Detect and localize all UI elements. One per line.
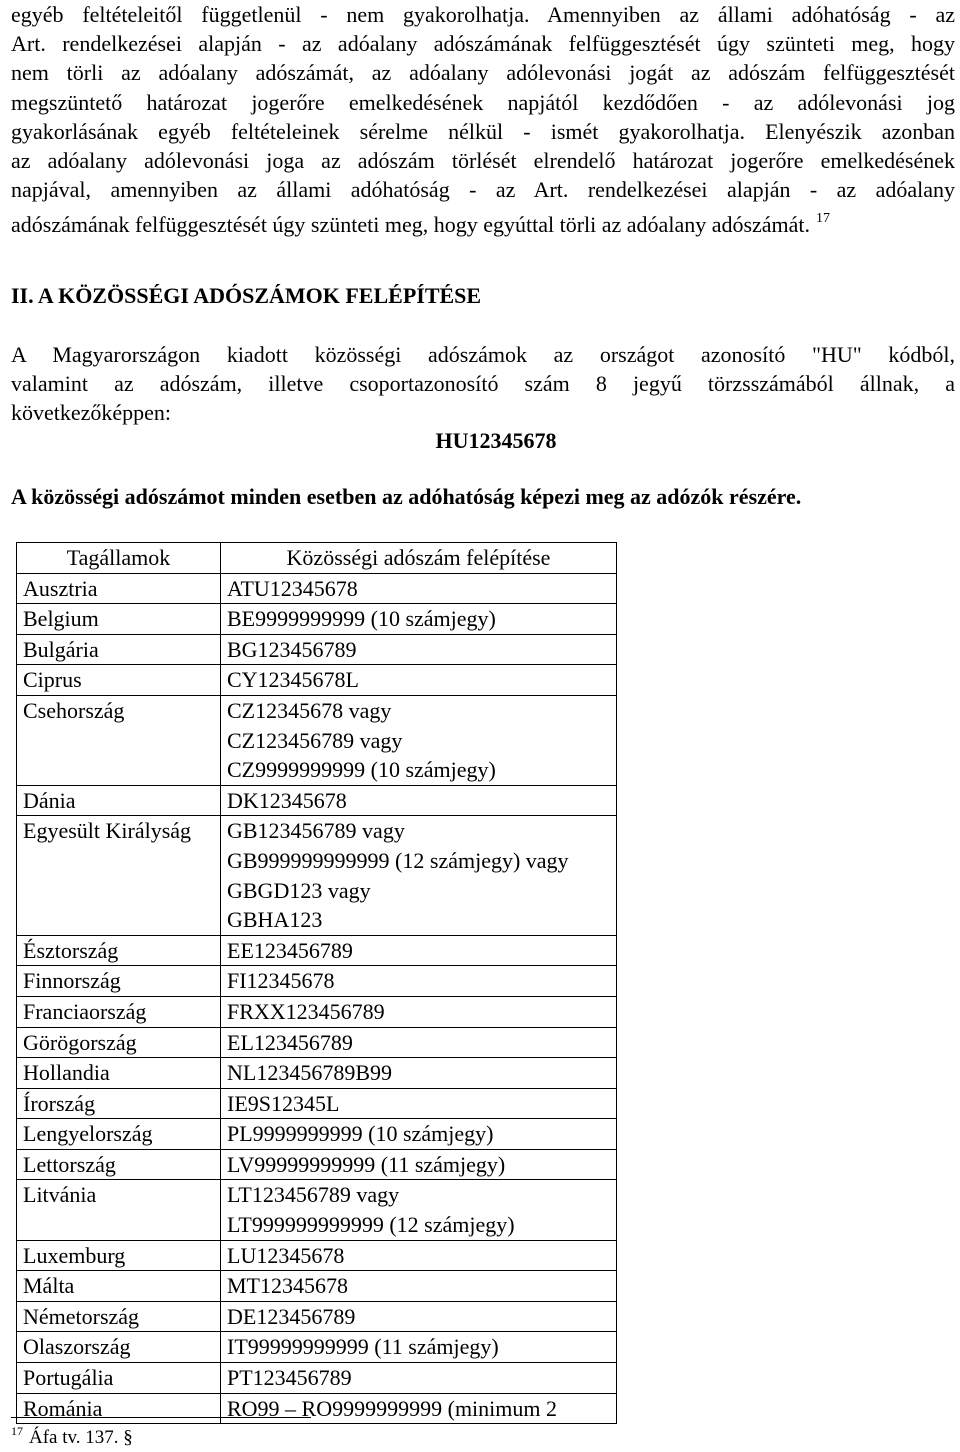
format-cell: [221, 935, 617, 966]
intro-line: megszüntető határozat jogerőre emelkedésének napjától kezdődően - az adólevonási jog: [11, 89, 955, 115]
table-row: [17, 1240, 617, 1271]
format-line: ATU12345678: [227, 575, 358, 601]
table-row: [17, 966, 617, 997]
table-row: [17, 785, 617, 816]
footnote-reference[interactable]: 17: [816, 211, 831, 227]
country-cell: Bulgária: [17, 634, 221, 665]
country-cell: Görögország: [17, 1027, 221, 1058]
format-cell: [221, 816, 617, 935]
table-row: [17, 996, 617, 1027]
format-cell: [221, 1180, 617, 1240]
country-cell: Olaszország: [17, 1332, 221, 1363]
format-line: CY12345678L: [227, 667, 359, 693]
member-state-table: [16, 542, 617, 1424]
format-line: NL123456789B99: [227, 1060, 392, 1086]
country-cell: Németország: [17, 1301, 221, 1332]
format-line: RO99 – RO9999999999 (minimum 2: [227, 1395, 558, 1421]
table-row: [17, 1088, 617, 1119]
country-cell: Finnország: [17, 966, 221, 997]
format-cell: [221, 1088, 617, 1119]
intro-line: egyéb feltételeitől függetlenül - nem gyakorolhatja. Amennyiben az állami adóhatóság - az: [11, 2, 955, 27]
format-line: LT999999999999 (12 számjegy): [227, 1212, 515, 1238]
format-line: CZ12345678 vagy: [227, 697, 392, 723]
intro-line-text: adószámának felfüggesztését úgy szünteti meg, hogy egyúttal törli az adóalany adószámát.: [11, 212, 811, 238]
table-row: [17, 665, 617, 696]
table-row: [17, 1363, 617, 1394]
paragraph-line: következőképpen:: [11, 400, 172, 425]
format-line: MT12345678: [227, 1273, 348, 1299]
table-row: [17, 1301, 617, 1332]
format-cell: [221, 573, 617, 604]
format-line: LU12345678: [227, 1242, 345, 1268]
format-line: GB999999999999 (12 számjegy) vagy: [227, 847, 569, 873]
format-cell: [221, 966, 617, 997]
format-cell: [221, 634, 617, 665]
table-row: [17, 634, 617, 665]
header-member-states: Tagállamok: [17, 543, 221, 574]
country-cell: Románia: [17, 1393, 221, 1424]
format-line: LV99999999999 (11 számjegy): [227, 1151, 506, 1177]
country-cell: Málta: [17, 1271, 221, 1302]
header-vat-structure: Közösségi adószám felépítése: [221, 543, 617, 574]
format-line: PT123456789: [227, 1365, 352, 1391]
footnote-divider: [11, 1417, 311, 1418]
intro-paragraph: [11, 0, 955, 238]
format-line: IE9S12345L: [227, 1090, 340, 1116]
table-row: [17, 1332, 617, 1363]
country-cell: Belgium: [17, 604, 221, 635]
country-cell: Írország: [17, 1088, 221, 1119]
table-row: [17, 1058, 617, 1089]
paragraph-line: valamint az adószám, illetve csoportazonosító szám 8 jegyű törzsszámából állnak, a: [11, 371, 955, 396]
format-cell: [221, 1240, 617, 1271]
intro-line-last: [11, 204, 955, 238]
format-cell: [221, 1271, 617, 1302]
table-row: [17, 1149, 617, 1180]
format-line: EE123456789: [227, 937, 353, 963]
table-body: [17, 573, 617, 1424]
country-cell: Dánia: [17, 785, 221, 816]
country-cell: Portugália: [17, 1363, 221, 1394]
format-line: LT123456789 vagy: [227, 1182, 400, 1208]
format-cell: [221, 1363, 617, 1394]
format-line: BG123456789: [227, 636, 357, 662]
format-line: EL123456789: [227, 1029, 353, 1055]
format-cell: [221, 785, 617, 816]
country-cell: Litvánia: [17, 1180, 221, 1240]
table-row: [17, 1180, 617, 1240]
paragraph-line: A Magyarországon kiadott közösségi adószámok az országot azonosító "HU" kódból,: [11, 342, 955, 367]
intro-line: napjával, amennyiben az állami adóhatóság - az Art. rendelkezései alapján - az adóalany: [11, 177, 955, 203]
intro-line: gyakorlásának egyéb feltételeinek sérelme nélkül - ismét gyakorolhatja. Elenyészik azonban: [11, 118, 955, 144]
intro-line: Art. rendelkezései alapján - az adóalany adószámának felfüggesztését úgy szünteti meg, hogy: [11, 31, 955, 57]
example-code: HU12345678: [435, 428, 557, 453]
format-line: BE9999999999 (10 számjegy): [227, 606, 496, 632]
format-line: FI12345678: [227, 968, 335, 994]
table-row: [17, 1119, 617, 1150]
format-line: IT99999999999 (11 számjegy): [227, 1334, 499, 1360]
format-cell: [221, 1058, 617, 1089]
country-cell: Hollandia: [17, 1058, 221, 1089]
country-cell: Luxemburg: [17, 1240, 221, 1271]
format-cell: [221, 996, 617, 1027]
table-row: [17, 1393, 617, 1424]
table-row: [17, 695, 617, 785]
format-line: GBHA123: [227, 907, 323, 933]
table-row: [17, 604, 617, 635]
format-cell: [221, 1393, 617, 1424]
intro-line: az adóalany adólevonási joga az adószám törlését elrendelő határozat jogerőre emelkedésének: [11, 147, 955, 173]
format-line: CZ9999999999 (10 számjegy): [227, 757, 496, 783]
document-page: [11, 0, 955, 1421]
format-cell: [221, 1332, 617, 1363]
format-cell: [221, 604, 617, 635]
section-title: II. A KÖZÖSSÉGI ADÓSZÁMOK FELÉPÍTÉSE: [11, 283, 482, 308]
format-line: DK12345678: [227, 787, 347, 813]
footnote-text: Áfa tv. 137. §: [29, 1427, 133, 1448]
table-row: [17, 1027, 617, 1058]
format-cell: [221, 1027, 617, 1058]
country-cell: Franciaország: [17, 996, 221, 1027]
bold-statement: A közösségi adószámot minden esetben az adóhatóság képezi meg az adózók részére.: [11, 484, 802, 509]
format-line: FRXX123456789: [227, 998, 385, 1024]
table-header-row: [17, 543, 617, 574]
country-cell: Egyesült Királyság: [17, 816, 221, 935]
table-row: [17, 935, 617, 966]
intro-line: nem törli az adóalany adószámát, az adóalany adólevonási jogát az adószám felfüggesztését: [11, 60, 955, 86]
country-cell: Ciprus: [17, 665, 221, 696]
country-cell: Ausztria: [17, 573, 221, 604]
table-row: [17, 816, 617, 935]
table-row: [17, 573, 617, 604]
format-cell: [221, 1301, 617, 1332]
format-cell: [221, 695, 617, 785]
format-line: GBGD123 vagy: [227, 877, 371, 903]
format-cell: [221, 665, 617, 696]
country-cell: Csehország: [17, 695, 221, 785]
format-line: CZ123456789 vagy: [227, 727, 403, 753]
format-line: GB123456789 vagy: [227, 818, 405, 844]
country-cell: Lengyelország: [17, 1119, 221, 1150]
hu-format-paragraph: [11, 340, 955, 427]
country-cell: Lettország: [17, 1149, 221, 1180]
footnote: [11, 1424, 133, 1449]
format-line: DE123456789: [227, 1303, 356, 1329]
format-cell: [221, 1149, 617, 1180]
format-line: PL9999999999 (10 számjegy): [227, 1121, 494, 1147]
format-cell: [221, 1119, 617, 1150]
footnote-number: 17: [11, 1424, 23, 1438]
country-cell: Észtország: [17, 935, 221, 966]
table-row: [17, 1271, 617, 1302]
